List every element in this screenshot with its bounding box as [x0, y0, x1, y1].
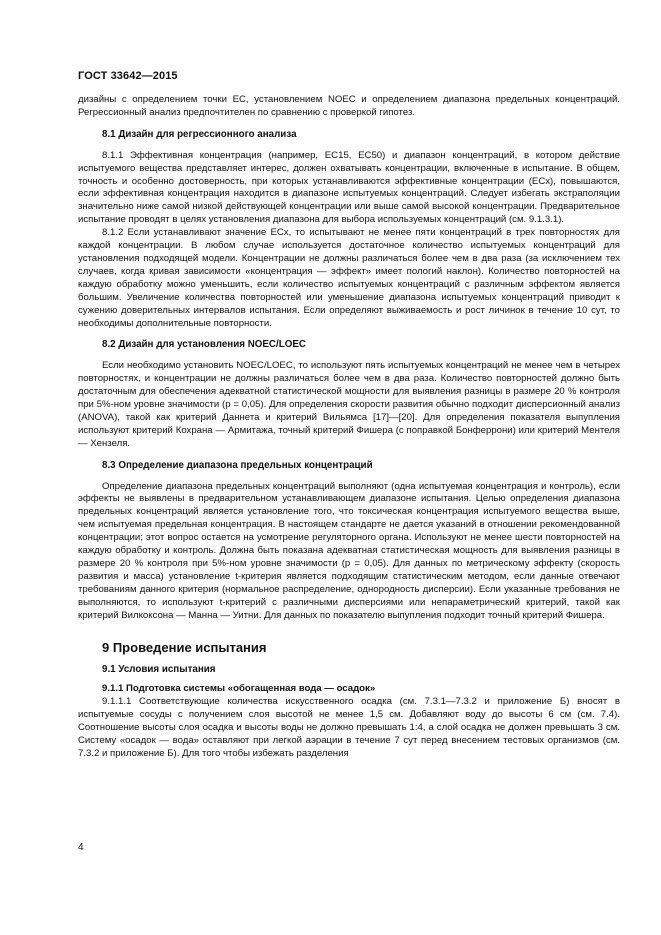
page-content	[78, 94, 620, 761]
section-9-1-1-1-paragraph: 9.1.1.1 Соответствующие количества искусственного осадка (см. 7.3.1—7.3.2 и приложение Б) вносят в испытуемые сосуды с получением слоя высотой не менее 1,5 см. Добавляют воду до высоты 6 см (см. 7.4). Соотношение высоты слоя осадка и высоты воды не должно превышать 1:4, а слой осадка не должен превышать 3 см. Систему «осадок — вода» оставляют при легкой аэрации в течение 7 сут перед внесением тестовых организмов (см. 7.3.2 и приложение Б). Для того чтобы избежать разделения	[78, 696, 620, 759]
page-number: 4	[78, 842, 84, 853]
section-8-1-2-paragraph: 8.1.2 Если устанавливают значение ECx, то испытывают не менее пяти концентраций в трех повторностях для каждой концентрации. В любом случае используется достаточное количество испытуемых концентраций для установления подходящей модели. Концентрации не должны различаться более чем в два раза (за исключением тех случаев, когда кривая зависимости «концентрация — эффект» имеет пологий наклон). Количество повторностей на каждую обработку можно уменьшить, если количество испытуемых концентраций с различным эффектом является большим. Увеличение количества повторностей или уменьшение диапазона испытуемых концентраций приводит к сужению доверительных интервалов испытания. Если определяют выживаемость и рост личинок в течение 10 сут, то необходимы дополнительные повторности.	[78, 227, 620, 329]
section-8-2-heading: 8.2 Дизайн для установления NOEC/LOEC	[102, 339, 306, 351]
section-8-1-1-paragraph: 8.1.1 Эффективная концентрация (например, EC15, EC50) и диапазон концентраций, в котором действие испытуемого вещества представляет интерес, должен охватывать концентрации, включенные в испытание. В общем, точность и особенно достоверность, при которых устанавливаются эффективные концентрации (ECx), повышаются, если эффективная концентрация находится в диапазоне испытуемых концентраций. Следует избегать экстраполяции значительно ниже самой низкой действующей концентрации или выше самой высокой концентрации. Предварительное испытание проводят в целях установления диапазона для выбора используемых концентраций (см. 9.1.3.1).	[78, 149, 620, 226]
section-9-heading: 9 Проведение испытания	[102, 639, 267, 655]
section-9-1-1-heading: 9.1.1 Подготовка системы «обогащенная вода — осадок»	[102, 683, 376, 695]
intro-paragraph: дизайны с определением точки ЕС, установлением NOEC и определением диапазона предельных концентраций. Регрессионный анализ предпочтителен по сравнению с проверкой гипотез.	[78, 94, 620, 118]
section-8-3-heading: 8.3 Определение диапазона предельных концентраций	[102, 459, 373, 471]
standard-header: ГОСТ 33642—2015	[78, 70, 178, 82]
section-9-1-heading: 9.1 Условия испытания	[102, 664, 216, 676]
section-8-1-heading: 8.1 Дизайн для регрессионного анализа	[102, 128, 297, 140]
section-8-3-paragraph: Определение диапазона предельных концентраций выполняют (одна испытуемая концентрация и контроль), если эффекты не выявлены в предварительном устанавливающем диапазоне испытания. Целью определения диапазона предельных концентраций является установление того, что токсическая концентрация испытуемого вещества выше, чем испытуемая предельная концентрация. В настоящем стандарте не дается указаний в отношении рекомендованной концентрации; этот вопрос остается на усмотрение регуляторного органа. Используют не менее шести повторностей на каждую обработку и контроль. Должна быть показана адекватная статистическая мощность для выявления разницы в размере 20 % контроля при 5%-ном уровне значимости (р = 0,05). Для данных по метрическому эффекту (скорость развития и масса) установление t-критерия является подходящим статистическим методом, если данные отвечают требованиям данного критерия (нормальное распределение, однородность дисперсии). Если указанные требования не выполняются, то используют t-критерий с различными дисперсиями или непараметрический критерий, такой как критерий Вилкоксона — Манна — Уитни. Для данных по показателю выпупления подходит точный критерий Фишера.	[78, 480, 620, 621]
section-8-2-paragraph: Если необходимо установить NOEC/LOEC, то используют пять испытуемых концентраций не менее чем в четырех повторностях, и концентрации не должны различаться более чем в два раза. Количество повторностей должно быть достаточным для обеспечения адекватной статистической мощности для выявления разницы в размере 20 % контроля при 5%-ном уровне значимости (р = 0,05). Для определения скорости развития обычно подходит дисперсионный анализ (ANOVA), такой как критерий Даннета и критерий Вильямса [17]—[20]. Для определения показателя выпупления используют критерий Кохрана — Армитажа, точный критерий Фишера (с поправкой Бонферрони) или критерий Ментеля — Хензеля.	[78, 360, 620, 449]
